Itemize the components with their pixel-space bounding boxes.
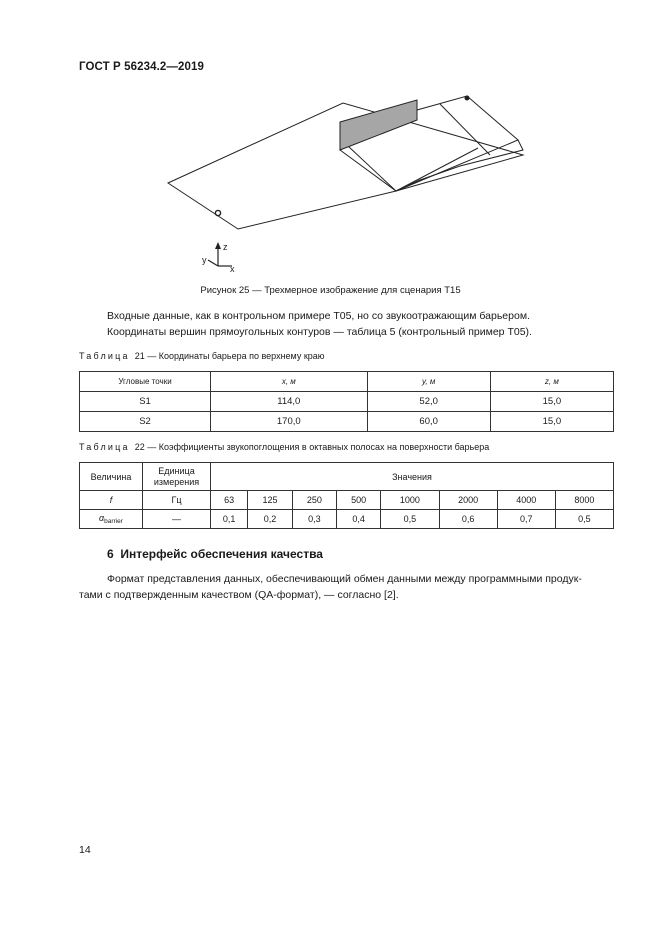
paragraph-line: Входные данные, как в контрольном примере Т05, но со звукоотражающим барьером. <box>107 310 530 322</box>
axis-x-label: x <box>230 264 235 274</box>
table-cell: 0,2 <box>248 510 292 529</box>
table-row <box>80 412 614 432</box>
section-title: Интерфейс обеспечения качества <box>120 547 323 561</box>
table-cell: 52,0 <box>367 392 490 412</box>
page-number: 14 <box>79 844 91 856</box>
column-header: z, м <box>490 372 613 392</box>
surface-line-1 <box>348 146 396 191</box>
column-header: Единица измерения <box>143 463 211 491</box>
scenario-3d-figure <box>160 90 540 280</box>
table-cell: 0,6 <box>439 510 497 529</box>
table-cell: $\alpha_{barrier}$ <box>80 510 143 529</box>
table-cell: 4000 <box>497 491 555 510</box>
surface-line-2 <box>440 104 490 155</box>
table-cell: 0,5 <box>555 510 613 529</box>
section-heading <box>107 547 323 561</box>
column-header: Значения <box>211 463 614 491</box>
axis-y-label: y <box>202 255 207 265</box>
column-header: x, м <box>211 372 368 392</box>
table-header-row <box>80 372 614 392</box>
column-header: y, м <box>367 372 490 392</box>
table-cell: f <box>80 491 143 510</box>
table-cell: 0,7 <box>497 510 555 529</box>
table-22 <box>79 462 614 529</box>
source-marker <box>465 96 470 101</box>
document-header: ГОСТ Р 56234.2—2019 <box>79 61 204 73</box>
figure-caption: Рисунок 25 — Трехмерное изображение для сценария Т15 <box>200 285 461 296</box>
column-header: Угловые точки <box>80 372 211 392</box>
table-22-caption <box>79 442 489 452</box>
receiver-marker <box>215 210 220 215</box>
paragraph-input-data <box>79 308 614 340</box>
table-21-caption <box>79 351 325 361</box>
table-label: Таблица <box>79 442 130 452</box>
axis-z-label: z <box>223 242 228 252</box>
table-row <box>80 392 614 412</box>
table-row <box>80 491 614 510</box>
table-cell: 250 <box>292 491 336 510</box>
surface-line-3 <box>396 148 478 191</box>
table-caption-text: 21 — Координаты барьера по верхнему краю <box>134 351 325 361</box>
table-cell: 60,0 <box>367 412 490 432</box>
table-cell: 125 <box>248 491 292 510</box>
table-cell: 2000 <box>439 491 497 510</box>
section-number: 6 <box>107 547 114 561</box>
paragraph-line: тами с подтвержденным качеством (QA-формат), — согласно [2]. <box>79 589 399 601</box>
table-label: Таблица <box>79 351 130 361</box>
table-caption-text: 22 — Коэффициенты звукопоглощения в октавных полосах на поверхности барьера <box>134 442 490 452</box>
column-header: Величина <box>80 463 143 491</box>
table-cell: 114,0 <box>211 392 368 412</box>
table-cell: 8000 <box>555 491 613 510</box>
table-cell: 170,0 <box>211 412 368 432</box>
table-cell: 0,3 <box>292 510 336 529</box>
table-cell: 63 <box>211 491 248 510</box>
table-cell: S2 <box>80 412 211 432</box>
table-cell: — <box>143 510 211 529</box>
table-21 <box>79 371 614 432</box>
table-cell: S1 <box>80 392 211 412</box>
table-cell: 0,1 <box>211 510 248 529</box>
table-cell: 15,0 <box>490 412 613 432</box>
paragraph-qa-format <box>79 571 614 603</box>
table-row <box>80 510 614 529</box>
paragraph-line: Формат представления данных, обеспечивающий обмен данными между программными продук- <box>107 573 582 585</box>
table-cell: 15,0 <box>490 392 613 412</box>
table-cell: Гц <box>143 491 211 510</box>
table-cell: 1000 <box>381 491 439 510</box>
paragraph-line: Координаты вершин прямоугольных контуров — таблица 5 (контрольный пример Т05). <box>107 326 532 338</box>
table-cell: 500 <box>337 491 381 510</box>
table-cell: 0,4 <box>337 510 381 529</box>
table-header-row <box>80 463 614 491</box>
axis-indicator <box>202 242 235 274</box>
table-cell: 0,5 <box>381 510 439 529</box>
noise-barrier <box>340 100 417 150</box>
